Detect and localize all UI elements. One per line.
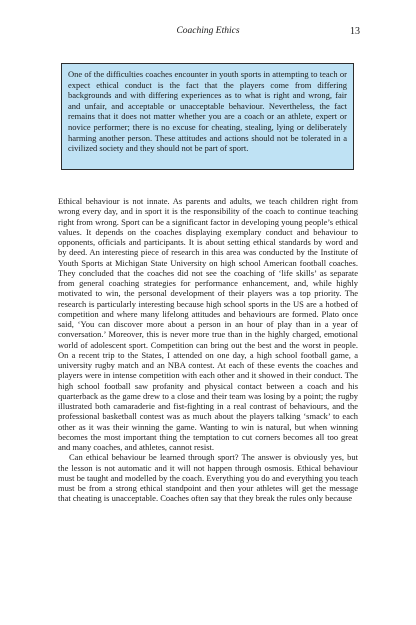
highlight-box-text: One of the difficulties coaches encounter in youth sports in attempting to teach or expect ethical conduct is the fact that the players come from differing backgrounds and with differing experiences as to what is right and wrong, fair and unfair, and acceptable or unacceptable behaviour. Nevertheless, the fact remains that it does not matter whether you are a coach or an athlete, expert or novice performer; there is no excuse for cheating, stealing, lying or deliberately harming another person. These attitudes and actions should not be tolerated in a civilized society and they should not be part of sport. (68, 69, 347, 154)
body-text (58, 196, 358, 504)
paragraph: Can ethical behaviour be learned through sport? The answer is obviously yes, but the lesson is not automatic and it will not happen through osmosis. Ethical behaviour must be taught and modelled by the coach. Everything you do and everything you teach must be from a strong ethical standpoint and then your athletes will get the message that cheating is unacceptable. Coaches often say that they break the rules only because (58, 452, 358, 504)
page-header (56, 26, 360, 40)
paragraph: Ethical behaviour is not innate. As parents and adults, we teach children right from wrong every day, and in sport it is the responsibility of the coach to continue teaching right from wrong. Sport can be a significant factor in developing young people’s ethical values. It depends on the coaches displaying exemplary conduct and behaviour to opponents, officials and participants. It is about setting ethical standards by word and by deed. An interesting piece of research in this area was conducted by the Institute of Youth Sports at Michigan State University on high school American football coaches. They concluded that the coaches did not see the coaching of ‘life skills’ as separate from general coaching strategies for performance enhancement, and, while highly motivated to win, the personal development of their players was a top priority. The research is particularly interesting because high school sports in the US are a hotbed of competition and where many lifelong attitudes and behaviours are formed. Plato once said, ‘You can discover more about a person in an hour of play than in a year of conversation.’ Moreover, this is never more true than in the highly charged, emotional world of adolescent sport. Competition can bring out the best and the worst in people. On a recent trip to the States, I attended on one day, a high school football game, a university rugby match and an NBA contest. At each of these events the coaches and players were in intense competition with each other and it showed in their conduct. The high school football saw profanity and physical contact between a coach and his quarterback as the game drew to a close and their team was losing by a point; the rugby illustrated both camaraderie and fist-fighting in a real contrast of behaviours, and the professional basketball contest was as much about the players talking ‘smack’ to each other as it was their winning the game. Wanting to win is natural, but when winning becomes the most important thing the temptation to cut corners becomes all too great and many coaches, and athletes, cannot resist. (58, 196, 358, 452)
highlight-box (61, 63, 354, 170)
page-number: 13 (350, 26, 360, 37)
running-title: Coaching Ethics (176, 26, 240, 36)
